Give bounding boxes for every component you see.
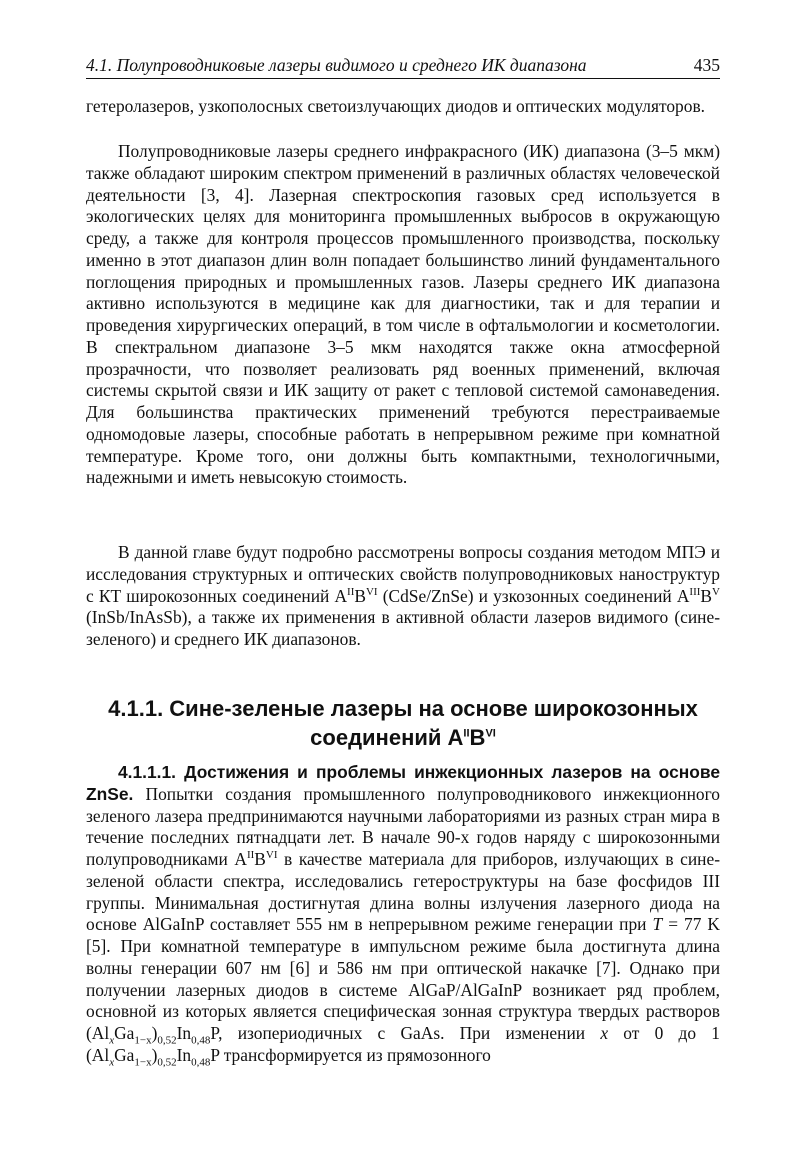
running-title: 4.1. Полупроводниковые лазеры видимого и среднего ИК диапазона [86, 55, 587, 75]
page-number: 435 [693, 55, 720, 75]
subscript: 1−x [134, 1056, 152, 1069]
text-run: Попытки создания промышленного полупроводникового инжекционного зеленого лазера предпринимаются научными лабораториями из разных стран мира в течение последних пятнадцати лет. В начале 90-х годов наряду с широкозонными полупроводниками A [86, 783, 720, 869]
text-run: In [176, 1044, 192, 1065]
text-run: In [176, 1023, 192, 1043]
subscript: 0,48 [191, 1034, 211, 1047]
subscript: 1−x [134, 1034, 152, 1047]
math-variable: T [652, 914, 663, 935]
text-run: В данной главе будут подробно рассмотрены вопросы создания методом МПЭ и исследования структурных и оптических свойств полупроводниковых наноструктур с КТ широкозонных соединений A [86, 542, 720, 606]
section-title-text: 4.1.1. Сине-зеленые лазеры на основе широкозонных соединений A [108, 696, 698, 750]
text-run: P трансформируется из прямозонного [210, 1044, 491, 1065]
text-run: = 77 K [5]. При комнатной температуре в импульсном режиме была достигнута длина волны генерации 607 нм [6] и 586 нм при оптической накачке [7]. Однако при получении лазерных диодов в системе AlGaP/AlGaInP возникает ряд проблем, основной из которых является специфическая зонная структура твердых растворов (Al [86, 914, 720, 1043]
text-run: Ga [114, 1044, 135, 1065]
text-run: B [354, 585, 366, 606]
section-title-text: B [469, 725, 486, 750]
text-run: в качестве материала для приборов, излучающих в сине-зеленой области спектра, исследовались гетероструктуры на базе фосфидов III группы. Минимальная достигнутая длина волны излучения лазерного диода на основе AlGaInP составляет 555 нм в непрерывном режиме генерации при [86, 849, 720, 935]
superscript: II [246, 849, 255, 862]
paragraph-mid-ir [86, 141, 720, 489]
text-run: Ga [114, 1023, 135, 1043]
text-run: ) [151, 1023, 158, 1043]
subscript: 0,52 [157, 1056, 177, 1069]
superscript: II [347, 585, 355, 598]
superscript: II [463, 727, 470, 740]
paragraph-continued [86, 96, 720, 118]
text-run: B [700, 585, 713, 606]
paragraph-chapter-scope [86, 542, 720, 651]
subscript: 0,52 [157, 1034, 177, 1047]
paragraph-znse-lasers [86, 762, 720, 1067]
paragraph-text: Полупроводниковые лазеры среднего инфракрасного (ИК) диапазона (3–5 мкм) также обладают широким спектром применений в различных областях человеческой деятельности [3, 4]. Лазерная спектроскопия газовых сред используется в экологических целях для мониторинга промышленных выбросов в окружающую среду, а также для контроля процессов промышленного производства, поскольку именно в этот диапазон длин волн попадает большинство линий фундаментального поглощения природных и промышленных газов. Лазеры среднего ИК диапазона активно используются в медицине как для диагностики, так и для терапии и проведения хирургических операций, в том числе в офтальмологии и косметологии. В спектральном диапазоне 3–5 мкм находятся также окна атмосферной прозрачности, что позволяет реализовать ряд военных применений, включая системы скрытой связи и ИК защиту от ракет с тепловой системой самонаведения. Для большинства практических применений требуются перестраиваемые одномодовые лазеры, способные работать в непрерывном режиме при комнатной температуре. Кроме того, они должны быть компактными, технологичными, надежными и иметь невысокую стоимость. [86, 141, 720, 488]
text-run: P, изопериодичных с GaAs. При изменении [210, 1023, 601, 1043]
text-run: (CdSe/ZnSe) и узкозонных соединений A [377, 585, 690, 606]
section-heading [86, 694, 720, 752]
superscript: VI [265, 849, 278, 862]
subsection-heading: 4.1.1.1. Достижения и проблемы инжекционных лазеров на основе ZnSe. [86, 762, 720, 804]
paragraph-text: гетеролазеров, узкополосных светоизлучающих диодов и оптических модуляторов. [86, 96, 706, 116]
running-header [86, 52, 720, 79]
superscript: III [689, 585, 701, 598]
subscript: x [109, 1034, 115, 1047]
text-run: ) [151, 1044, 158, 1065]
subscript: x [109, 1056, 115, 1069]
text-run: от 0 до 1 (Al [86, 1023, 720, 1065]
subscript: 0,48 [191, 1056, 211, 1069]
superscript: V [712, 585, 720, 598]
text-run: (InSb/InAsSb), а также их применения в активной области лазеров видимого (сине-зеленого) и среднего ИК диапазонов. [86, 607, 720, 649]
superscript: VI [365, 585, 378, 598]
math-variable: x [600, 1023, 609, 1043]
superscript: VI [485, 727, 496, 740]
text-run: B [254, 849, 266, 869]
